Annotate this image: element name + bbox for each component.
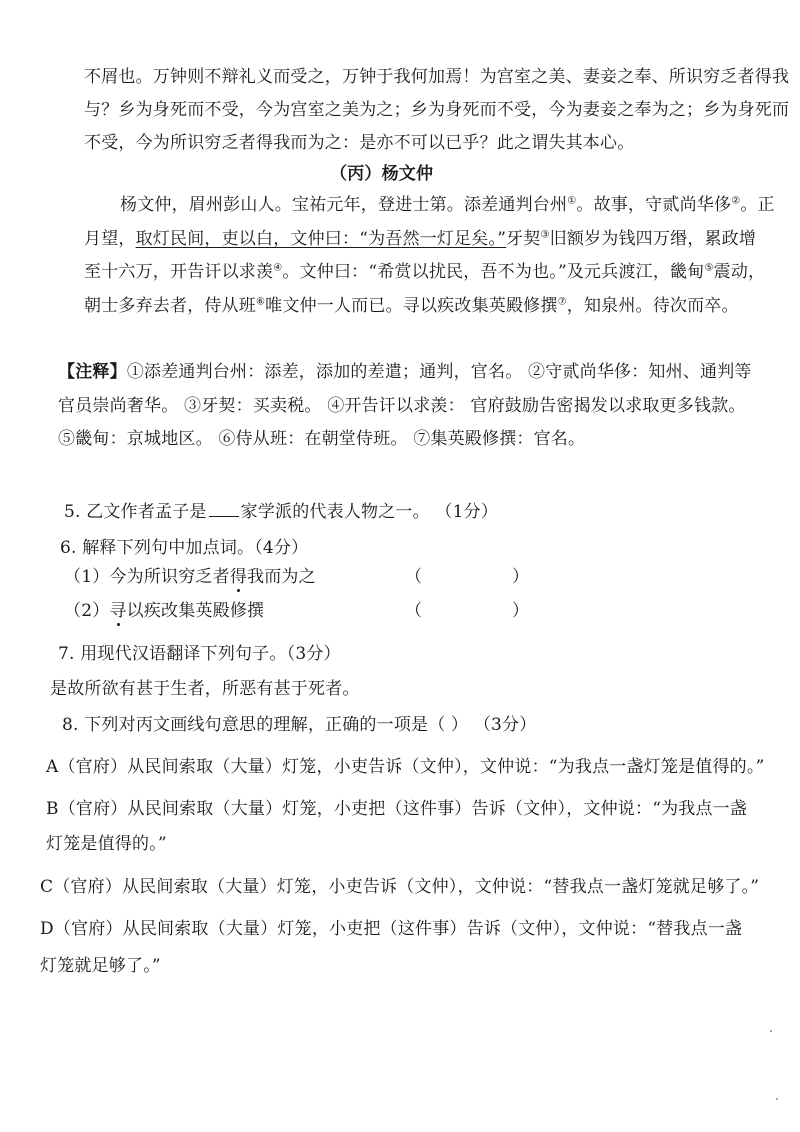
question-5 <box>64 500 498 523</box>
answer-paren-open: （ <box>405 567 422 587</box>
notes-line-3: ⑤畿甸：京城地区。 ⑥侍从班：在朝堂侍班。 ⑦集英殿修撰：官名。 <box>58 429 586 449</box>
text-segment: 朝士多弃去者，侍从班 <box>84 296 256 316</box>
option-b-line-2: 灯笼是值得的。” <box>46 834 167 854</box>
scan-speck <box>776 1098 778 1100</box>
notes-label: 【注释】 <box>58 362 127 382</box>
option-a: A（官府）从民间索取（大量）灯笼，小吏告诉（文仲），文仲说：“为我点一盏灯笼是值得的。” <box>46 757 765 777</box>
question-7: 7. 用现代汉语翻译下列句子。（3分） <box>58 644 341 664</box>
passage-line-2: 与？乡为身死而不受，今为宫室之美为之；乡为身死而不受，今为妻妾之奉为之；乡为身死而 <box>84 100 790 120</box>
footnote-ref-7: ⑦ <box>557 296 567 308</box>
option-b-line-1: B（官府）从民间索取（大量）灯笼，小吏把（这件事）告诉（文仲），文仲说：“为我点一盏 <box>46 799 748 819</box>
passage-line-3: 不受，今为所识穷乏者得我而为之：是亦不可以已乎？此之谓失其本心。 <box>84 133 635 153</box>
text-segment: 旧额岁为钱四万缗，累政增 <box>549 229 757 249</box>
text-segment: 杨文仲，眉州彭山人。宝祐元年，登进士第。添差通判台州 <box>120 195 568 215</box>
question-6-item-1 <box>64 566 316 588</box>
option-d-line-1: D（官府）从民间索取（大量）灯笼，小吏把（这件事）告诉（文仲），文仲说：“替我点一盏 <box>40 919 743 939</box>
footnote-ref-5: ⑤ <box>704 262 714 274</box>
question-6-item-2 <box>64 600 264 622</box>
text-segment: 。正 <box>740 195 775 215</box>
passage-line-1: 不屑也。万钟则不辩礼义而受之，万钟于我何加焉！为宫室之美、妻妾之奉、所识穷乏者得我 <box>84 67 790 87</box>
notes-text: ①添差通判台州：添差，添加的差遣；通判，官名。 ②守贰尚华侈：知州、通判等 <box>126 362 752 382</box>
footnote-ref-1: ① <box>567 195 577 207</box>
text-segment: 至十六万，开告讦以求羡 <box>84 262 274 282</box>
scan-speck <box>770 1030 772 1032</box>
question-6: 6. 解释下列句中加点词。（4分） <box>60 538 309 558</box>
passage-c-line-4 <box>84 295 739 317</box>
passage-c-line-3 <box>84 261 765 283</box>
footnote-ref-6: ⑥ <box>256 296 266 308</box>
footnote-ref-3: ③ <box>540 229 550 241</box>
option-c: C（官府）从民间索取（大量）灯笼，小吏告诉（文仲），文仲说：“替我点一盏灯笼就足够了。” <box>40 877 760 897</box>
notes-line-2: 官员崇尚奢华。 ③牙契：买卖税。 ④开告讦以求羡： 官府鼓励告密揭发以求取更多钱款。 <box>58 396 746 416</box>
passage-c-line-2 <box>84 228 756 250</box>
item-text: 以疾改集英殿修撰 <box>126 601 265 621</box>
passage-c-title: （丙）杨文仲 <box>330 164 434 184</box>
option-d-line-2: 灯笼就足够了。” <box>40 956 161 976</box>
text-segment: 月望， <box>84 229 136 249</box>
answer-paren-close: ） <box>512 567 529 587</box>
notes-line-1 <box>58 361 752 383</box>
text-segment: 牙契 <box>506 229 541 249</box>
answer-blank[interactable] <box>209 500 239 517</box>
translate-sentence: 是故所欲有甚于生者，所恶有甚于死者。 <box>50 679 360 699</box>
question-8: 8. 下列对丙文画线句意思的理解，正确的一项是（ ） （3分） <box>62 715 537 735</box>
footnote-ref-2: ② <box>731 195 741 207</box>
text-segment: 唯文仲一人而已。寻以疾改集英殿修撰 <box>265 296 558 316</box>
underlined-sentence: 取灯民间，吏以白，文仲曰：“为吾然一灯足矣。” <box>135 229 507 249</box>
text-segment: 震动， <box>713 262 766 282</box>
footnote-ref-4: ④ <box>273 262 283 274</box>
item-text: （2） <box>64 601 110 621</box>
item-text: （1）今为所识穷乏者 <box>64 567 230 587</box>
passage-c-line-1 <box>120 194 775 216</box>
dotted-word: 得 <box>229 567 248 587</box>
text-segment: 。故事，守贰尚华侈 <box>576 195 732 215</box>
question-5-text: 5. 乙文作者孟子是 <box>64 502 207 522</box>
text-segment: ，知泉州。待次而卒。 <box>566 296 739 316</box>
text-segment: 。文仲曰：“希赏以扰民，吾不为也。”及元兵渡江，畿甸 <box>282 262 705 282</box>
item-text: 我而为之 <box>247 567 316 587</box>
answer-paren-close: ） <box>512 601 529 621</box>
dotted-word: 寻 <box>109 601 127 621</box>
question-5-text: 家学派的代表人物之一。 （1分） <box>240 502 499 522</box>
answer-paren-open: （ <box>405 601 422 621</box>
